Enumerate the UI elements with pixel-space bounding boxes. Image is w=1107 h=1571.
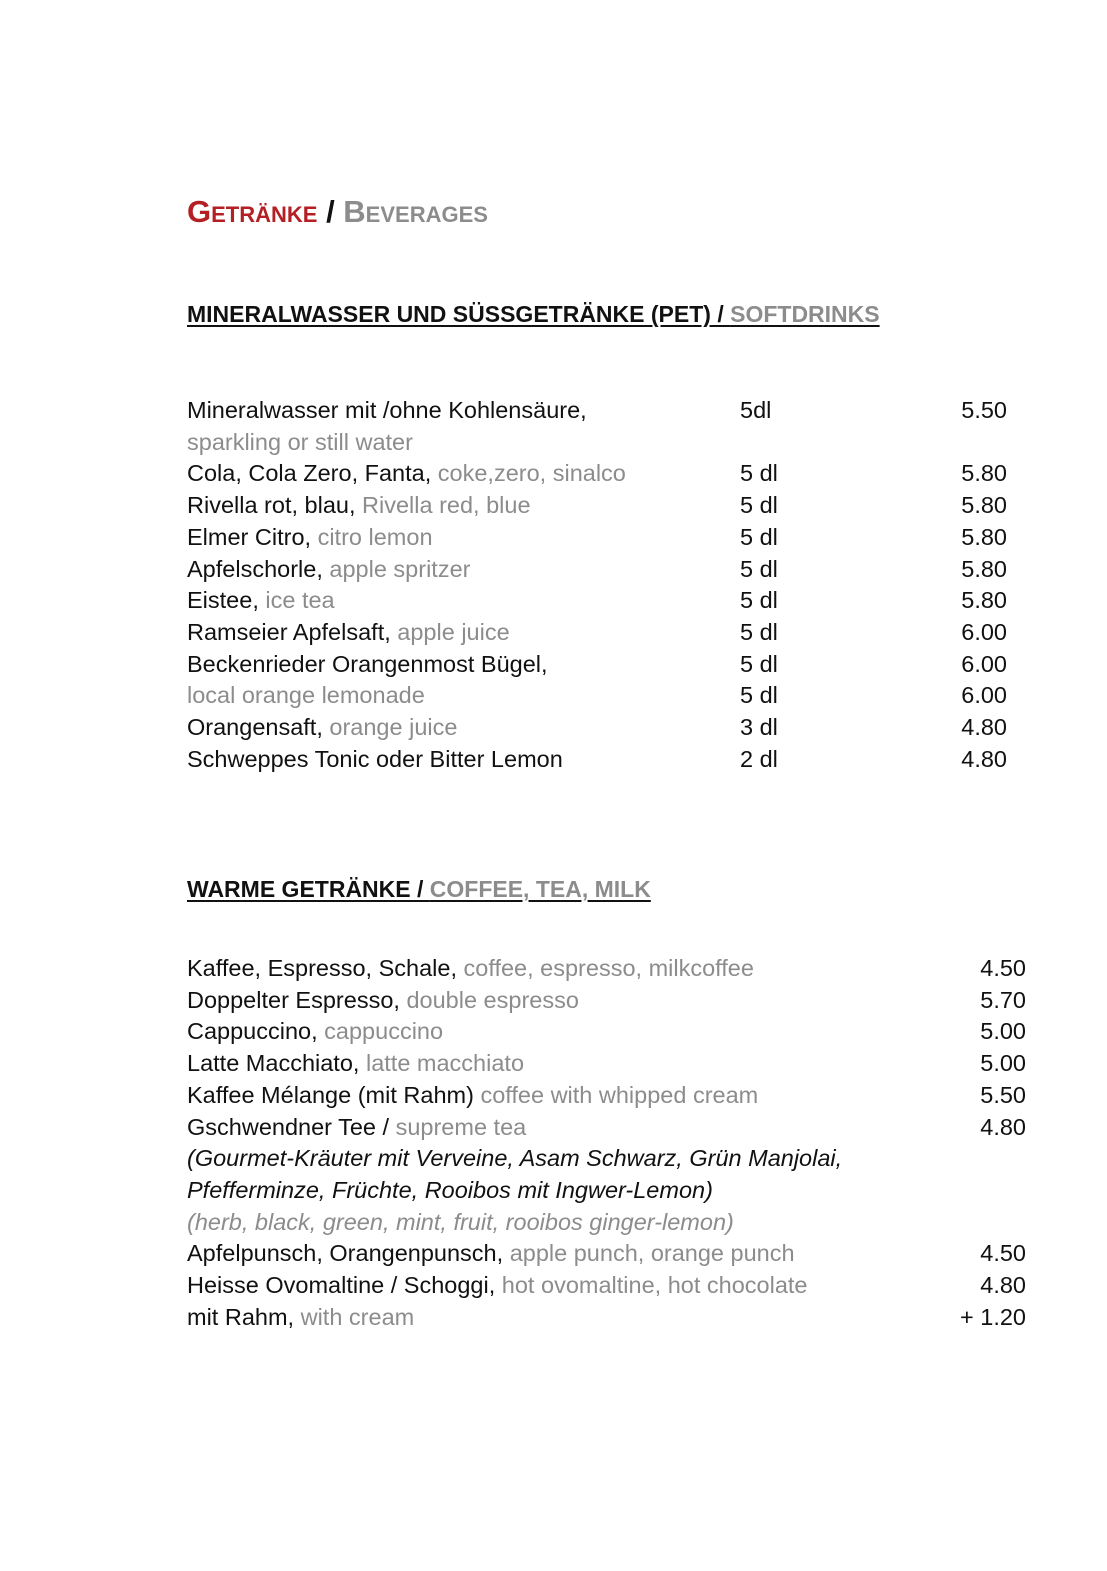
item-name-english: citro lemon [317,523,433,550]
item-name-english: apple spritzer [329,555,471,582]
menu-item-row [187,711,1047,743]
item-price: 5.80 [961,523,1007,550]
item-name-german: Doppelter Espresso, [187,986,407,1013]
item-price: 5.00 [980,1050,1026,1077]
menu-item-row [187,1079,1047,1111]
menu-item-row [187,1269,1047,1301]
item-name-english: with cream [300,1303,415,1330]
item-name-english: hot ovomaltine, hot chocolate [501,1272,808,1298]
item-name-english: local orange lemonade [187,682,425,709]
item-volume: 2 dl [740,745,778,772]
item-name-english: supreme tea [395,1113,527,1140]
section-heading-german: MINERALWASSER UND SÜSSGETRÄNKE (PET) / [187,301,731,327]
item-price: 4.80 [961,714,1007,740]
item-name-english: latte macchiato [365,1050,525,1077]
item-volume: 5dl [740,397,772,423]
item-name-english: sparkling or still water [187,428,413,455]
menu-item-row [187,521,1047,553]
item-name-german: Gschwendner Tee / [187,1113,396,1140]
item-price: 4.50 [980,955,1026,981]
item-name-english: apple punch, orange punch [509,1240,795,1267]
item-price: 5.80 [961,555,1007,582]
item-price: 5.00 [980,1018,1026,1045]
page-title [187,194,488,230]
menu-item-row [187,1301,1047,1333]
item-price: + 1.20 [960,1303,1026,1330]
item-name-german: Ramseier Apfelsaft, [187,618,398,645]
title-separator: / [317,194,344,229]
section-heading-german: WARME GETRÄNKE / [187,876,430,902]
item-price: 4.80 [980,1272,1026,1298]
item-price: 5.80 [961,460,1007,487]
item-name-german: Beckenrieder Orangenmost Bügel, [187,650,548,677]
menu-item-row [187,952,1047,984]
menu-item-row [187,394,1047,426]
item-name-german: Mineralwasser mit /ohne Kohlensäure, [187,397,587,423]
item-name-german: Eistee, [187,587,266,614]
item-name-german: Apfelpunsch, Orangenpunsch, [187,1240,510,1267]
item-volume: 3 dl [740,714,778,740]
item-price: 6.00 [961,650,1007,677]
menu-item-row [187,1047,1047,1079]
menu-item-row [187,1206,1047,1238]
item-name-german: mit Rahm, [187,1303,301,1330]
item-price: 4.80 [980,1113,1026,1140]
menu-item-row [187,553,1047,585]
item-name-german: Heisse Ovomaltine / Schoggi, [187,1272,502,1298]
section-heading-english: SOFTDRINKS [730,301,880,327]
item-name-german: Kaffee, Espresso, Schale, [187,955,464,981]
menu-item-row [187,1015,1047,1047]
item-name-english: cappuccino [324,1018,444,1045]
item-volume: 5 dl [740,587,778,614]
item-price: 5.80 [961,587,1007,614]
item-volume: 5 dl [740,618,778,645]
item-name-english: apple juice [397,618,510,645]
item-name-german: Orangensaft, [187,714,330,740]
item-name-german: Latte Macchiato, [187,1050,366,1077]
item-name-english: (herb, black, green, mint, fruit, rooibos ginger-lemon) [187,1208,734,1235]
item-name-english: coffee with whipped cream [480,1081,759,1108]
item-name-german: Pfefferminze, Früchte, Rooibos mit Ingwer-Lemon) [187,1176,713,1203]
item-price: 5.50 [961,397,1007,423]
item-volume: 5 dl [740,682,778,709]
item-volume: 5 dl [740,555,778,582]
item-name-german: (Gourmet-Kräuter mit Verveine, Asam Schwarz, Grün Manjolai, [187,1145,843,1172]
item-volume: 5 dl [740,492,778,519]
item-price: 5.80 [961,492,1007,519]
item-volume: 5 dl [740,460,778,487]
menu-item-row [187,584,1047,616]
item-name-german: Kaffee Mélange (mit Rahm) [187,1081,481,1108]
menu-item-row [187,984,1047,1016]
menu-item-row [187,457,1047,489]
item-name-german: Cappuccino, [187,1018,325,1045]
item-name-german: Cola, Cola Zero, Fanta, [187,460,438,487]
item-name-german: Schweppes Tonic oder Bitter Lemon [187,745,563,772]
item-price: 6.00 [961,618,1007,645]
item-name-german: Apfelschorle, [187,555,330,582]
item-volume: 5 dl [740,523,778,550]
item-name-english: coke,zero, sinalco [437,460,626,487]
menu-item-row [187,1111,1047,1143]
item-price: 4.50 [980,1240,1026,1267]
menu-item-row [187,489,1047,521]
section-heading-english: COFFEE, TEA, MILK [429,876,651,902]
menu-item-row [187,1237,1047,1269]
item-name-german: Elmer Citro, [187,523,318,550]
item-name-english: orange juice [329,714,458,740]
item-price: 5.50 [980,1081,1026,1108]
menu-item-row [187,679,1047,711]
item-price: 5.70 [980,986,1026,1013]
section-heading-softdrinks [187,301,880,328]
item-name-german: Rivella rot, blau, [187,492,363,519]
menu-item-row [187,1142,1047,1174]
item-price: 4.80 [961,745,1007,772]
menu-item-row [187,743,1047,775]
item-name-english: coffee, espresso, milkcoffee [463,955,754,981]
item-volume: 5 dl [740,650,778,677]
section-heading-warm-drinks [187,876,651,903]
title-german: Getränke [187,194,318,229]
menu-item-row [187,1174,1047,1206]
menu-item-row [187,648,1047,680]
menu-item-row [187,426,1047,458]
item-name-english: Rivella red, blue [362,492,531,519]
menu-item-row [187,616,1047,648]
title-english: Beverages [343,194,488,229]
item-name-english: double espresso [406,986,579,1013]
item-price: 6.00 [961,682,1007,709]
item-name-english: ice tea [265,587,335,614]
